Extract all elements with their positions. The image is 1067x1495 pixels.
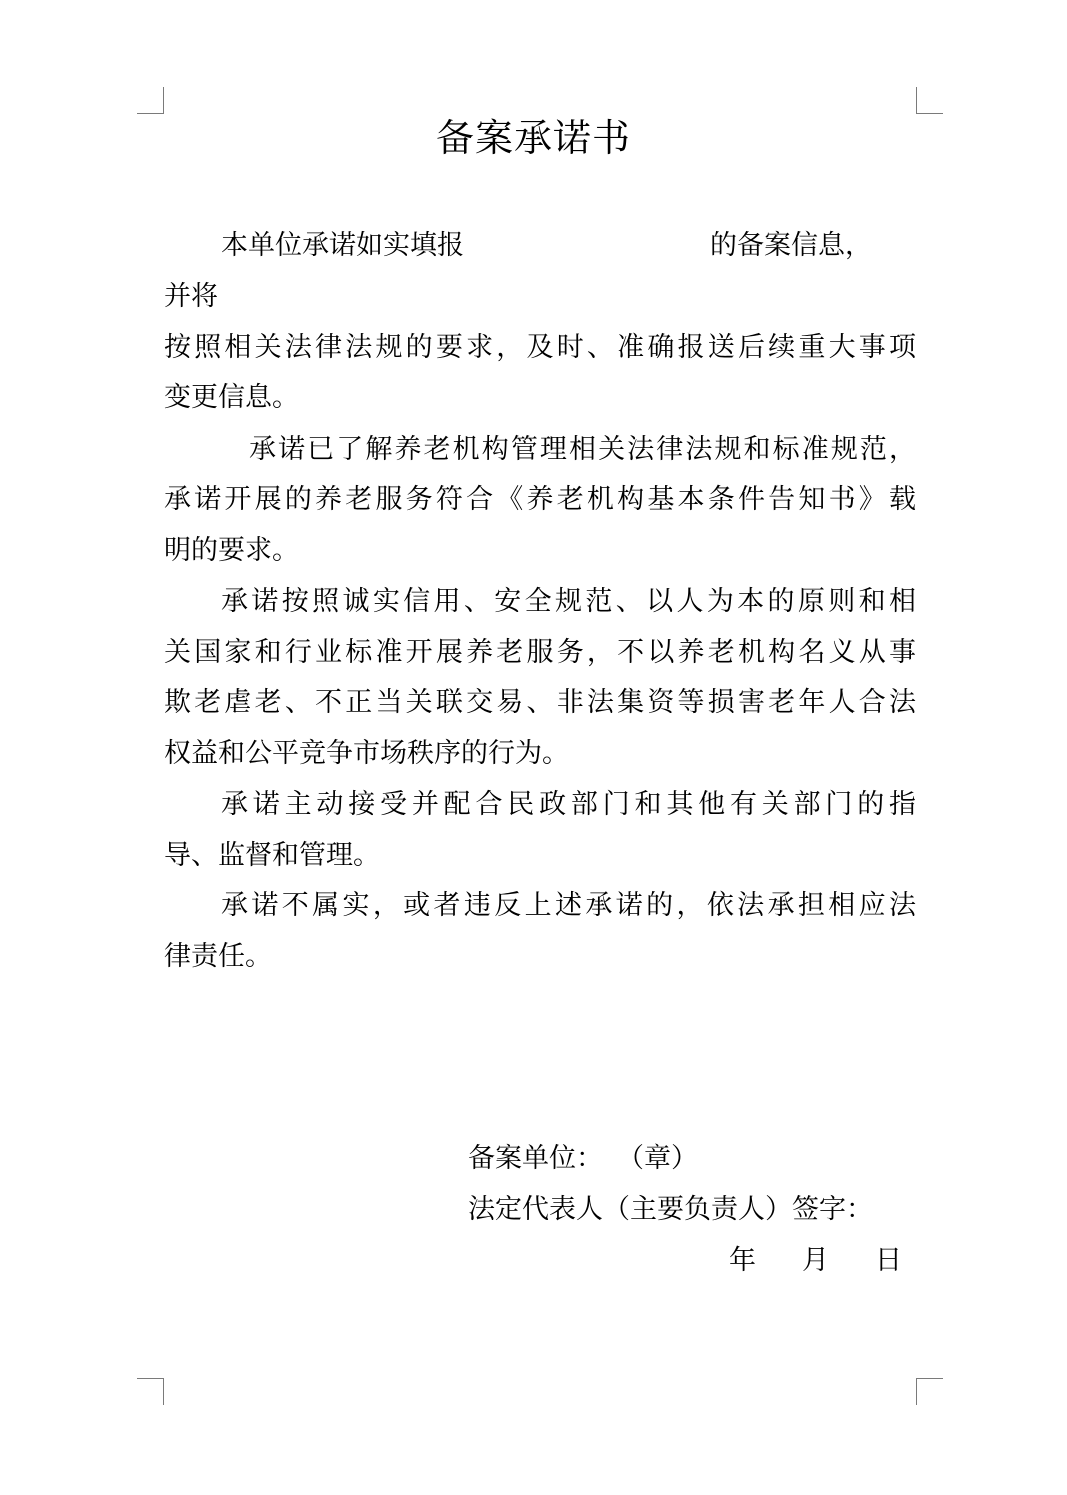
paragraph-1-line-3: 按照相关法律法规的要求，及时、准确报送后续重大事项: [164, 332, 916, 363]
paragraph-1-text-a: 本单位承诺如实填报: [221, 230, 464, 261]
paragraph-2-line-3: 明的要求。: [164, 535, 299, 566]
filing-unit-line: [468, 1141, 698, 1177]
paragraph-1-line-2: 并将: [164, 281, 218, 312]
crop-mark-top-left: [137, 87, 164, 114]
paragraph-4-line-2: 导、监督和管理。: [164, 840, 380, 871]
paragraph-5-line-2: 律责任。: [164, 941, 272, 972]
date-year: 年: [729, 1245, 756, 1276]
paragraph-3-line-1: 承诺按照诚实信用、安全规范、以人为本的原则和相: [221, 586, 916, 617]
paragraph-1-line-4: 变更信息。: [164, 382, 299, 413]
date-month: 月: [802, 1245, 829, 1276]
crop-mark-bottom-left: [137, 1378, 164, 1405]
date-day: 日: [875, 1245, 902, 1276]
page-title: 备案承诺书: [435, 116, 631, 160]
paragraph-1-text-b: 的备案信息，: [710, 230, 872, 261]
crop-mark-top-right: [916, 87, 943, 114]
paragraph-3-line-3: 欺老虐老、不正当关联交易、非法集资等损害老年人合法: [164, 687, 916, 718]
seal-placeholder: （章）: [617, 1143, 698, 1174]
paragraph-1-line-1: [221, 228, 872, 264]
paragraph-3-line-4: 权益和公平竞争市场秩序的行为。: [164, 738, 569, 769]
crop-mark-bottom-right: [916, 1378, 943, 1405]
paragraph-2-line-1: 承诺已了解养老机构管理相关法律法规和标准规范，: [249, 434, 916, 465]
paragraph-5-line-1: 承诺不属实，或者违反上述承诺的，依法承担相应法: [221, 890, 916, 921]
filing-unit-label: 备案单位：: [468, 1143, 603, 1174]
paragraph-3-line-2: 关国家和行业标准开展养老服务，不以养老机构名义从事: [164, 637, 916, 668]
legal-representative-signature: 法定代表人（主要负责人）签字：: [468, 1194, 873, 1225]
paragraph-4-line-1: 承诺主动接受并配合民政部门和其他有关部门的指: [221, 789, 916, 820]
paragraph-2-line-2: 承诺开展的养老服务符合《养老机构基本条件告知书》载: [164, 484, 916, 515]
